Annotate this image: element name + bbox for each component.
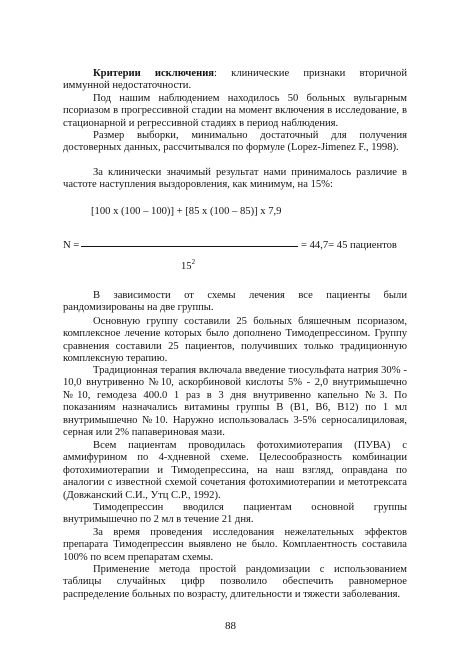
puva-paragraph: Всем пациентам проводилась фотохимиотерапия (ПУВА) с аммифурином по 4-хдневной схеме. Целесообразность комбинации фотохимиотерапии и Тимодепрессина, на наш взгляд, оправдана по аналогии с известной схемой сочетания фотохимиотерапии и метотрексата (Довжанский С.И., Утц С.Р., 1992).	[63, 440, 407, 501]
observation-paragraph: Под нашим наблюдением находилось 50 больных вульгарным псориазом в прогрессивной стадии на момент включения в исследование, в стационарной и регрессивной стадиях в период наблюдения.	[63, 93, 407, 129]
timodepressin-admin-paragraph: Тимодепрессин вводился пациентам основной группы внутримышечно по 2 мл в течение 21 дня.	[63, 502, 407, 526]
randomization-groups-paragraph: В зависимости от схемы лечения все пациенты были рандомизированы на две группы.	[63, 290, 407, 314]
formula-numerator: [100 x (100 – 100)] + [85 x (100 – 85)] x 7,9	[91, 206, 282, 217]
exclusion-criteria-heading: Критерии исключения	[93, 68, 215, 79]
sample-size-paragraph: Размер выборки, минимально достаточный для получения достоверных данных, рассчитывался по формуле (Lopez-Jimenez F., 1998).	[63, 130, 407, 154]
formula-lhs: N =	[63, 240, 80, 251]
random-method-paragraph: Применение метода простой рандомизации с использованием таблицы случайных цифр позволило обеспечить равномерное распределение больных по возрасту, длительности и тяжести заболевания.	[63, 564, 407, 600]
formula-fraction-line	[81, 246, 298, 247]
formula-denominator-base: 15	[181, 261, 192, 272]
main-group-paragraph: Основную группу составили 25 больных бляшечным псориазом, комплексное лечение которых было дополнено Тимодепрессином. Группу сравнения составили 25 пациентов, получивших только традиционную комплексную терапию.	[63, 316, 407, 365]
formula-denominator	[181, 258, 196, 273]
exclusion-criteria-text: : клинические признаки вторичной иммунной недостаточности.	[63, 68, 407, 92]
side-effects-paragraph: За время проведения исследования нежелательных эффектов препарата Тимодепрессин выявлено не было. Комплаентность составила 100% по всем препаратам схемы.	[63, 527, 407, 563]
exclusion-criteria-paragraph	[63, 68, 407, 93]
page-number: 88	[225, 620, 236, 632]
formula-result: = 44,7= 45 пациентов	[301, 240, 397, 251]
traditional-therapy-paragraph: Традиционная терапия включала введение тиосульфата натрия 30% - 10,0 внутривенно №10, аскорбиновой кислоты 5% - 2,0 внутримышечно №10, гемодеза 400.0 1 раз в 3 дня внутривенно капельно №3. По показаниям назначались витамины группы В (В1, В6, В12) по 1 мл внутримышечно №10. Наружно использовалась 3-5% серносалициловая, серная или 2% папавериновая мази.	[63, 365, 407, 439]
significant-result-paragraph: За клинически значимый результат нами принималось различие в частоте наступления выздоровления, как минимум, на 15%:	[63, 167, 407, 191]
formula-denominator-exponent: 2	[191, 258, 196, 266]
